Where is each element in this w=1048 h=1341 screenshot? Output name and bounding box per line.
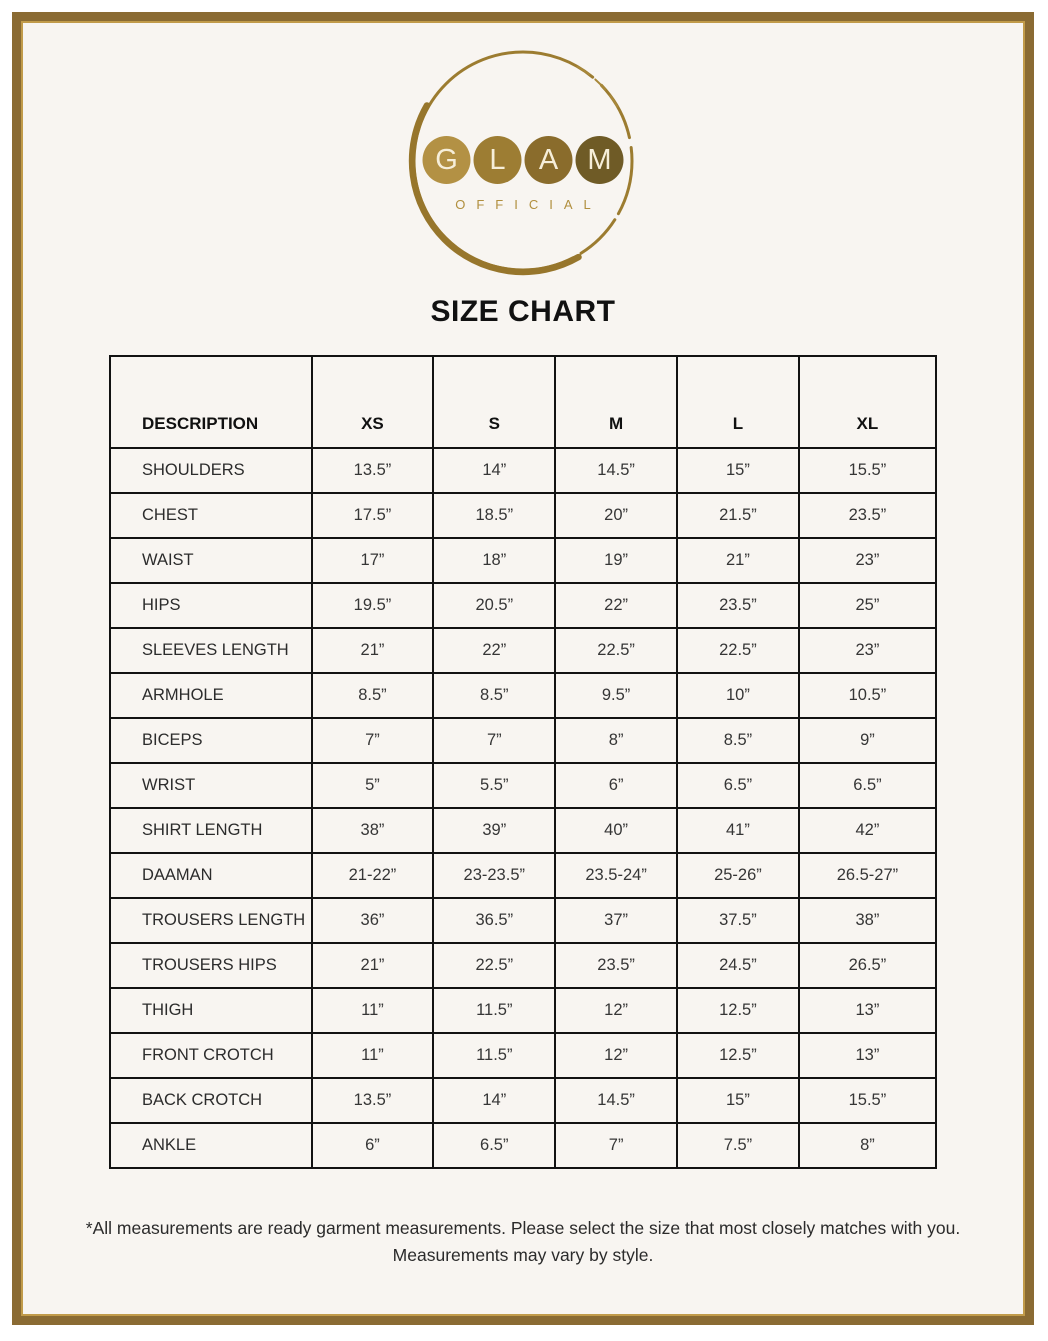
cell-xl: 23” — [799, 628, 936, 673]
row-label: SHOULDERS — [110, 448, 312, 493]
row-label: ARMHOLE — [110, 673, 312, 718]
cell-s: 23-23.5” — [433, 853, 555, 898]
cell-xs: 17” — [312, 538, 434, 583]
cell-m: 9.5” — [555, 673, 677, 718]
size-chart-table — [109, 355, 937, 1169]
cell-xl: 15.5” — [799, 448, 936, 493]
page-title: SIZE CHART — [430, 295, 616, 328]
row-label: SLEEVES LENGTH — [110, 628, 312, 673]
footnote-line2: Measurements may vary by style. — [392, 1245, 654, 1266]
cell-s: 8.5” — [433, 673, 555, 718]
column-header-m: M — [555, 356, 677, 448]
cell-xs: 21-22” — [312, 853, 434, 898]
logo-letter-m: M — [576, 136, 624, 184]
row-label: WRIST — [110, 763, 312, 808]
row-label: TROUSERS LENGTH — [110, 898, 312, 943]
table-row — [110, 1033, 936, 1078]
cell-m: 40” — [555, 808, 677, 853]
column-header-l: L — [677, 356, 799, 448]
cell-xs: 11” — [312, 988, 434, 1033]
row-label: DAAMAN — [110, 853, 312, 898]
cell-s: 14” — [433, 448, 555, 493]
cell-xl: 38” — [799, 898, 936, 943]
cell-s: 5.5” — [433, 763, 555, 808]
cell-l: 22.5” — [677, 628, 799, 673]
cell-xs: 17.5” — [312, 493, 434, 538]
cell-xl: 25” — [799, 583, 936, 628]
cell-s: 7” — [433, 718, 555, 763]
cell-m: 7” — [555, 1123, 677, 1168]
table-row — [110, 583, 936, 628]
cell-s: 18.5” — [433, 493, 555, 538]
row-label: THIGH — [110, 988, 312, 1033]
cell-m: 14.5” — [555, 448, 677, 493]
row-label: TROUSERS HIPS — [110, 943, 312, 988]
row-label: HIPS — [110, 583, 312, 628]
column-header-description: DESCRIPTION — [110, 356, 312, 448]
row-label: ANKLE — [110, 1123, 312, 1168]
cell-l: 15” — [677, 448, 799, 493]
cell-l: 37.5” — [677, 898, 799, 943]
column-header-xs: XS — [312, 356, 434, 448]
cell-l: 21” — [677, 538, 799, 583]
cell-xs: 21” — [312, 943, 434, 988]
table-row — [110, 628, 936, 673]
cell-s: 11.5” — [433, 988, 555, 1033]
table-body — [110, 448, 936, 1168]
cell-xl: 10.5” — [799, 673, 936, 718]
cell-m: 22.5” — [555, 628, 677, 673]
cell-l: 10” — [677, 673, 799, 718]
logo-letters — [423, 136, 624, 184]
cell-xl: 8” — [799, 1123, 936, 1168]
cell-xs: 19.5” — [312, 583, 434, 628]
table-row — [110, 1123, 936, 1168]
cell-l: 12.5” — [677, 1033, 799, 1078]
cell-xl: 13” — [799, 1033, 936, 1078]
cell-xs: 8.5” — [312, 673, 434, 718]
cell-xs: 6” — [312, 1123, 434, 1168]
table-row — [110, 448, 936, 493]
cell-m: 8” — [555, 718, 677, 763]
page-content — [21, 21, 1025, 1316]
row-label: BICEPS — [110, 718, 312, 763]
cell-xs: 36” — [312, 898, 434, 943]
column-header-s: S — [433, 356, 555, 448]
cell-xs: 38” — [312, 808, 434, 853]
table-row — [110, 763, 936, 808]
cell-s: 6.5” — [433, 1123, 555, 1168]
cell-xl: 15.5” — [799, 1078, 936, 1123]
brand-logo — [403, 41, 643, 281]
table-row — [110, 898, 936, 943]
cell-xl: 9” — [799, 718, 936, 763]
logo-subtitle: OFFICIAL — [455, 197, 602, 212]
logo-letter-g: G — [423, 136, 471, 184]
cell-m: 23.5-24” — [555, 853, 677, 898]
cell-m: 19” — [555, 538, 677, 583]
cell-xl: 23” — [799, 538, 936, 583]
cell-m: 12” — [555, 1033, 677, 1078]
cell-s: 39” — [433, 808, 555, 853]
cell-l: 23.5” — [677, 583, 799, 628]
cell-m: 23.5” — [555, 943, 677, 988]
cell-xs: 11” — [312, 1033, 434, 1078]
table-row — [110, 1078, 936, 1123]
row-label: FRONT CROTCH — [110, 1033, 312, 1078]
table-row — [110, 673, 936, 718]
cell-s: 20.5” — [433, 583, 555, 628]
cell-l: 6.5” — [677, 763, 799, 808]
cell-xl: 42” — [799, 808, 936, 853]
cell-s: 14” — [433, 1078, 555, 1123]
cell-xl: 13” — [799, 988, 936, 1033]
table-row — [110, 988, 936, 1033]
table-row — [110, 718, 936, 763]
table-row — [110, 493, 936, 538]
footnote — [63, 1215, 983, 1269]
cell-m: 6” — [555, 763, 677, 808]
logo-letter-a: A — [525, 136, 573, 184]
cell-l: 41” — [677, 808, 799, 853]
cell-xl: 6.5” — [799, 763, 936, 808]
cell-xs: 21” — [312, 628, 434, 673]
table-row — [110, 808, 936, 853]
table-header-row — [110, 356, 936, 448]
cell-xs: 13.5” — [312, 1078, 434, 1123]
page-frame — [12, 12, 1034, 1325]
cell-xs: 5” — [312, 763, 434, 808]
row-label: WAIST — [110, 538, 312, 583]
cell-l: 7.5” — [677, 1123, 799, 1168]
cell-xl: 23.5” — [799, 493, 936, 538]
cell-s: 11.5” — [433, 1033, 555, 1078]
logo-letter-l: L — [474, 136, 522, 184]
table-row — [110, 538, 936, 583]
row-label: BACK CROTCH — [110, 1078, 312, 1123]
cell-m: 20” — [555, 493, 677, 538]
cell-m: 22” — [555, 583, 677, 628]
cell-m: 37” — [555, 898, 677, 943]
column-header-xl: XL — [799, 356, 936, 448]
cell-s: 36.5” — [433, 898, 555, 943]
cell-l: 15” — [677, 1078, 799, 1123]
cell-l: 21.5” — [677, 493, 799, 538]
cell-l: 12.5” — [677, 988, 799, 1033]
table-row — [110, 853, 936, 898]
row-label: CHEST — [110, 493, 312, 538]
cell-l: 24.5” — [677, 943, 799, 988]
cell-m: 12” — [555, 988, 677, 1033]
cell-xl: 26.5-27” — [799, 853, 936, 898]
footnote-line1: *All measurements are ready garment measurements. Please select the size that most closely matches with you. — [85, 1218, 961, 1238]
cell-l: 8.5” — [677, 718, 799, 763]
cell-m: 14.5” — [555, 1078, 677, 1123]
table-row — [110, 943, 936, 988]
cell-l: 25-26” — [677, 853, 799, 898]
row-label: SHIRT LENGTH — [110, 808, 312, 853]
cell-s: 22.5” — [433, 943, 555, 988]
cell-xs: 7” — [312, 718, 434, 763]
cell-s: 22” — [433, 628, 555, 673]
cell-xs: 13.5” — [312, 448, 434, 493]
cell-xl: 26.5” — [799, 943, 936, 988]
cell-s: 18” — [433, 538, 555, 583]
